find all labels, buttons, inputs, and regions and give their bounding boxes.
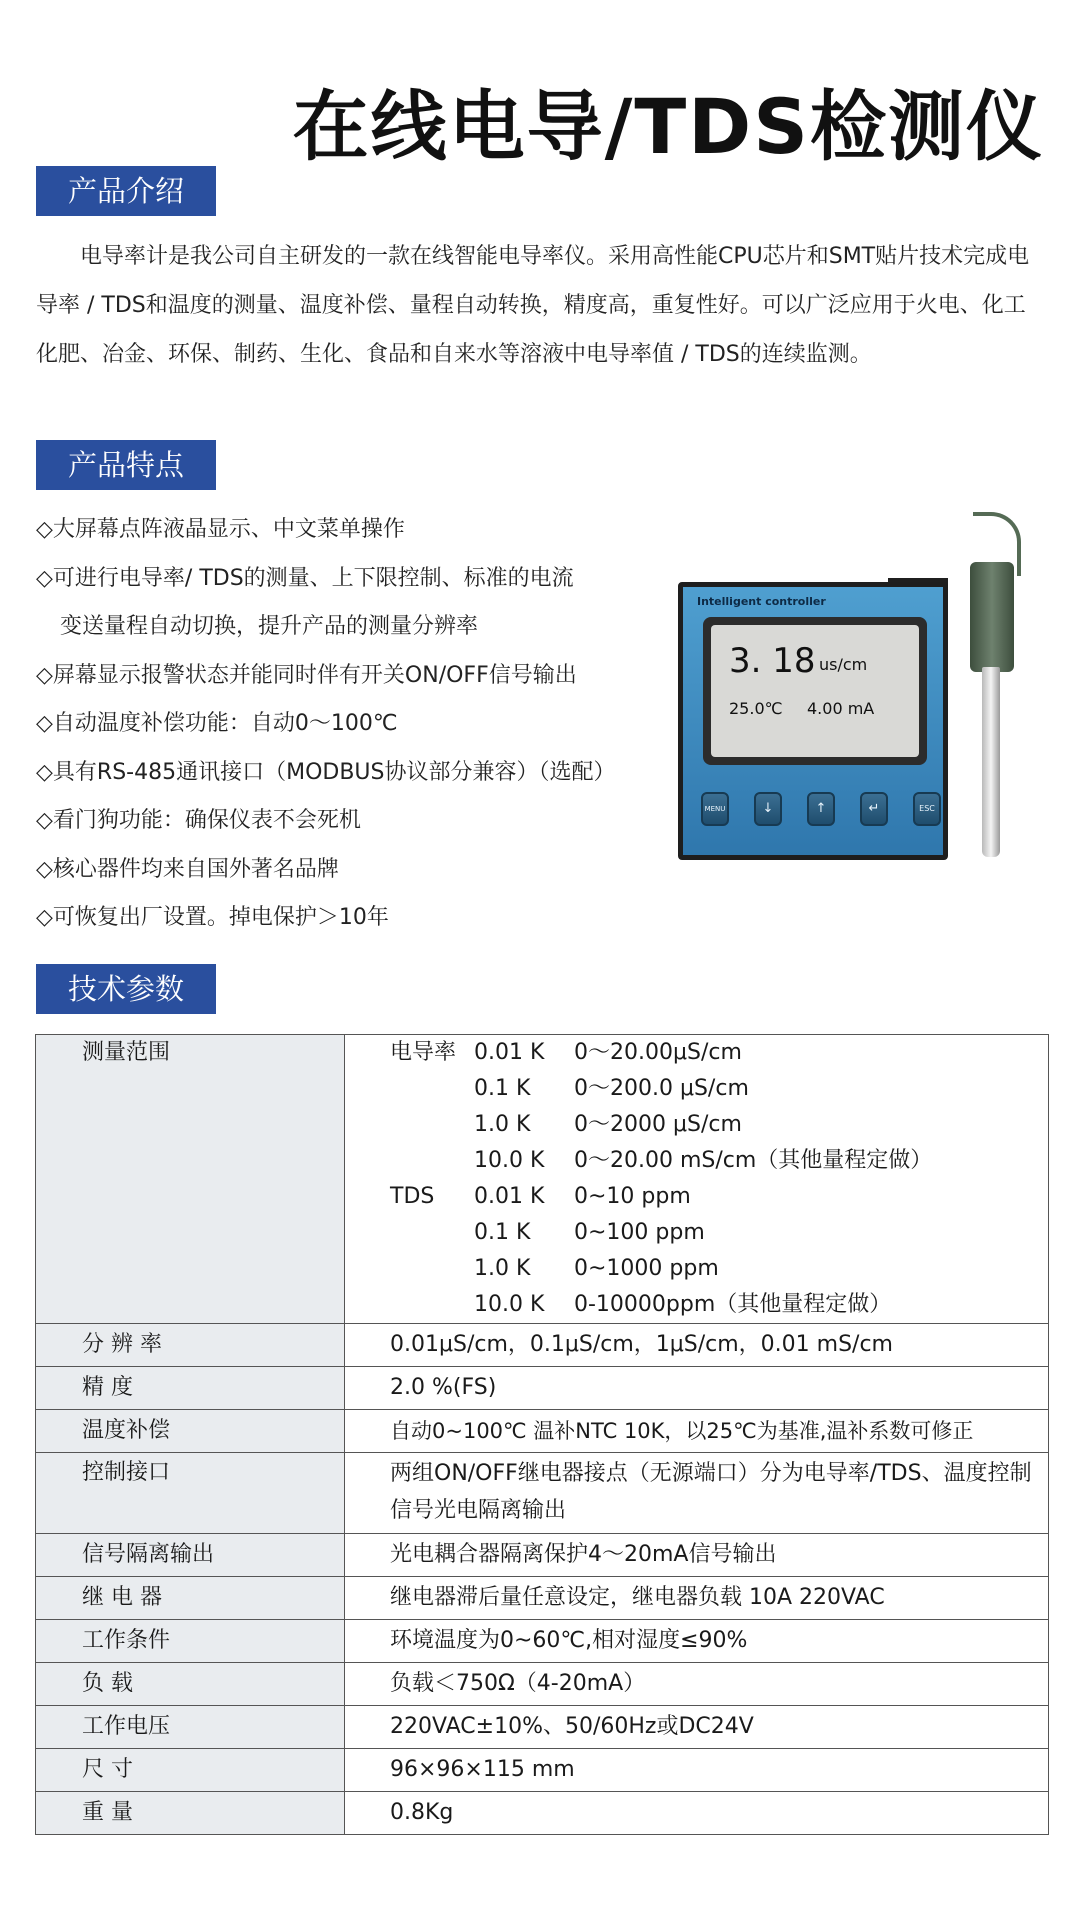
up-arrow-key: ↑	[807, 792, 835, 826]
esc-key: ESC	[913, 792, 941, 826]
spec-value: 2.0 %(FS)	[345, 1367, 1049, 1410]
table-row	[36, 1663, 1049, 1706]
spec-label: 负 载	[36, 1663, 345, 1706]
spec-label: 分 辨 率	[36, 1324, 345, 1367]
feature-item: ◇可恢复出厂设置。掉电保护＞10年	[36, 905, 389, 930]
meter-keypad	[701, 792, 941, 826]
lcd-screen	[703, 617, 927, 765]
spec-value: 光电耦合器隔离保护4～20mA信号输出	[345, 1534, 1049, 1577]
feature-item: ◇具有RS-485通讯接口（MODBUS协议部分兼容）（选配）	[36, 759, 616, 785]
spec-label: 精 度	[36, 1367, 345, 1410]
spec-value: 继电器滞后量任意设定，继电器负载 10A 220VAC	[345, 1577, 1049, 1620]
table-row	[36, 1367, 1049, 1410]
feature-item: ◇屏幕显示报警状态并能同时伴有开关ON/OFF信号输出	[36, 662, 577, 688]
range-row: 10.0 K 0-10000ppm（其他量程定做）	[474, 1292, 892, 1317]
lcd-current: 4.00 mA	[807, 699, 875, 718]
spec-label: 信号隔离输出	[36, 1534, 345, 1577]
feature-item: ◇大屏幕点阵液晶显示、中文菜单操作	[36, 517, 405, 542]
lcd-temperature: 25.0℃	[729, 699, 783, 718]
spec-label: 工作电压	[36, 1706, 345, 1749]
range-row: 0.1 K 0～200.0 μS/cm	[474, 1076, 749, 1101]
feature-item: ◇看门狗功能：确保仪表不会死机	[36, 808, 361, 833]
table-row	[36, 1534, 1049, 1577]
probe-rod	[982, 667, 1000, 857]
enter-key: ↵	[860, 792, 888, 826]
table-row	[36, 1324, 1049, 1367]
table-row	[36, 1577, 1049, 1620]
table-row	[36, 1453, 1049, 1534]
intro-paragraph: 电导率计是我公司自主研发的一款在线智能电导率仪。采用高性能CPU芯片和SMT贴片技术完成电导率 / TDS和温度的测量、温度补偿、量程自动转换，精度高，重复性好。可以广泛应用于火电、化工化肥、冶金、环保、制药、生化、食品和自来水等溶液中电导率值 / TDS的连续监测。	[36, 244, 1030, 367]
feature-item: ◇核心器件均来自国外著名品牌	[36, 856, 339, 882]
range-row: TDS 0.01 K 0~10 ppm	[390, 1184, 691, 1209]
spec-table	[35, 1034, 1049, 1835]
spec-value: 自动0~100℃ 温补NTC 10K，以25℃为基准,温补系数可修正	[345, 1410, 1049, 1453]
spec-label: 继 电 器	[36, 1577, 345, 1620]
lcd-reading: 3. 18	[729, 641, 816, 681]
section-tag-specs: 技术参数	[36, 964, 216, 1014]
meter-brand: Intelligent controller	[697, 595, 826, 608]
lcd-unit: us/cm	[819, 655, 868, 674]
table-row	[36, 1706, 1049, 1749]
page-title: 在线电导/TDS检测仪	[292, 82, 1044, 171]
table-row	[36, 1035, 1049, 1324]
probe-body	[970, 562, 1014, 672]
menu-key: MENU	[701, 792, 729, 826]
table-row	[36, 1749, 1049, 1792]
range-row: 电导率 0.01 K 0～20.00μS/cm	[390, 1040, 742, 1065]
feature-item: ◇自动温度补偿功能：自动0～100℃	[36, 711, 398, 736]
table-row	[36, 1620, 1049, 1663]
feature-list	[36, 506, 676, 943]
feature-item: 变送量程自动切换，提升产品的测量分辨率	[60, 614, 479, 639]
spec-label: 重 量	[36, 1792, 345, 1835]
range-row: 1.0 K 0~1000 ppm	[474, 1256, 719, 1281]
spec-label: 控制接口	[36, 1453, 345, 1534]
range-row: 0.1 K 0~100 ppm	[474, 1220, 705, 1245]
feature-item: ◇可进行电导率/ TDS的测量、上下限控制、标准的电流	[36, 565, 574, 591]
spec-value: 0.01μS/cm，0.1μS/cm，1μS/cm，0.01 mS/cm	[345, 1324, 1049, 1367]
spec-value: 两组ON/OFF继电器接点（无源端口）分为电导率/TDS、温度控制信号光电隔离输出	[345, 1453, 1049, 1534]
range-row: 10.0 K 0～20.00 mS/cm（其他量程定做）	[474, 1148, 933, 1173]
spec-value: 环境温度为0~60℃,相对湿度≤90%	[345, 1620, 1049, 1663]
spec-label: 工作条件	[36, 1620, 345, 1663]
spec-value-range	[345, 1035, 1049, 1324]
down-arrow-key: ↓	[754, 792, 782, 826]
spec-value: 负载＜750Ω（4-20mA）	[345, 1663, 1049, 1706]
section-tag-features: 产品特点	[36, 440, 216, 490]
table-row	[36, 1410, 1049, 1453]
spec-value: 0.8Kg	[345, 1792, 1049, 1835]
range-row: 1.0 K 0～2000 μS/cm	[474, 1112, 742, 1137]
spec-label: 尺 寸	[36, 1749, 345, 1792]
spec-value: 220VAC±10%、50/60Hz或DC24V	[345, 1706, 1049, 1749]
spec-label: 测量范围	[36, 1035, 345, 1324]
product-image	[668, 512, 1028, 862]
spec-label: 温度补偿	[36, 1410, 345, 1453]
section-tag-intro: 产品介绍	[36, 166, 216, 216]
table-row	[36, 1792, 1049, 1835]
spec-value: 96×96×115 mm	[345, 1749, 1049, 1792]
meter-front-panel	[678, 582, 948, 860]
